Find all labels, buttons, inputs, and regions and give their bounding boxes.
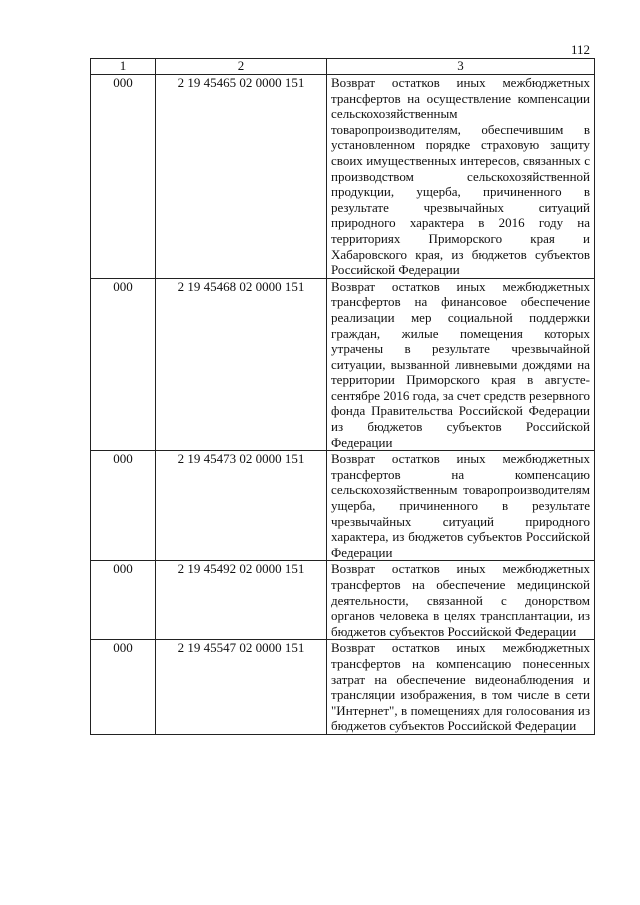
description-cell: Возврат остатков иных межбюджетных трансфертов на компенсацию сельскохозяйственным товаропроизводителям ущерба, причиненного в результате чрезвычайных ситуаций природного характера, из бюджетов субъектов Российской Федерации bbox=[327, 451, 595, 561]
column-header-2: 2 bbox=[156, 59, 327, 75]
table-row bbox=[91, 640, 595, 735]
page-number: 112 bbox=[570, 42, 590, 57]
table-row bbox=[91, 451, 595, 561]
description-cell: Возврат остатков иных межбюджетных трансфертов на финансовое обеспечение реализации мер социальной поддержки граждан, жилые помещения которых утрачены в результате чрезвычайной ситуации, вызванной ливневыми дождями на территории Приморского края в августе-сентябре 2016 года, за счет средств резервного фонда Правительства Российской Федерации из бюджетов субъектов Российской Федерации bbox=[327, 278, 595, 451]
admin-code-cell: 000 bbox=[91, 561, 156, 640]
description-cell: Возврат остатков иных межбюджетных трансфертов на компенсацию понесенных затрат на обеспечение видеонаблюдения и трансляции изображения, в том числе в сети "Интернет", в помещениях для голосования из бюджетов субъектов Российской Федерации bbox=[327, 640, 595, 735]
description-cell: Возврат остатков иных межбюджетных трансфертов на осуществление компенсации сельскохозяйственным товаропроизводителям, обеспечившим в установленном порядке страховую защиту своих имущественных интересов, связанных с производством сельскохозяйственной продукции, ущерба, причиненного в результате чрезвычайных ситуаций природного характера в 2016 году на территориях Приморского края и Хабаровского края, из бюджетов субъектов Российской Федерации bbox=[327, 75, 595, 279]
budget-code-cell: 2 19 45547 02 0000 151 bbox=[156, 640, 327, 735]
admin-code-cell: 000 bbox=[91, 640, 156, 735]
budget-code-cell: 2 19 45468 02 0000 151 bbox=[156, 278, 327, 451]
admin-code-cell: 000 bbox=[91, 451, 156, 561]
description-cell: Возврат остатков иных межбюджетных трансфертов на обеспечение медицинской деятельности, связанной с донорством органов человека в целях трансплантации, из бюджетов субъектов Российской Федерации bbox=[327, 561, 595, 640]
admin-code-cell: 000 bbox=[91, 75, 156, 279]
table-row bbox=[91, 278, 595, 451]
budget-code-cell: 2 19 45473 02 0000 151 bbox=[156, 451, 327, 561]
column-header-1: 1 bbox=[91, 59, 156, 75]
budget-code-cell: 2 19 45492 02 0000 151 bbox=[156, 561, 327, 640]
table-header-row bbox=[91, 59, 595, 75]
budget-code-cell: 2 19 45465 02 0000 151 bbox=[156, 75, 327, 279]
table-row bbox=[91, 561, 595, 640]
column-header-3: 3 bbox=[327, 59, 595, 75]
budget-codes-table bbox=[90, 58, 595, 735]
admin-code-cell: 000 bbox=[91, 278, 156, 451]
table-row bbox=[91, 75, 595, 279]
